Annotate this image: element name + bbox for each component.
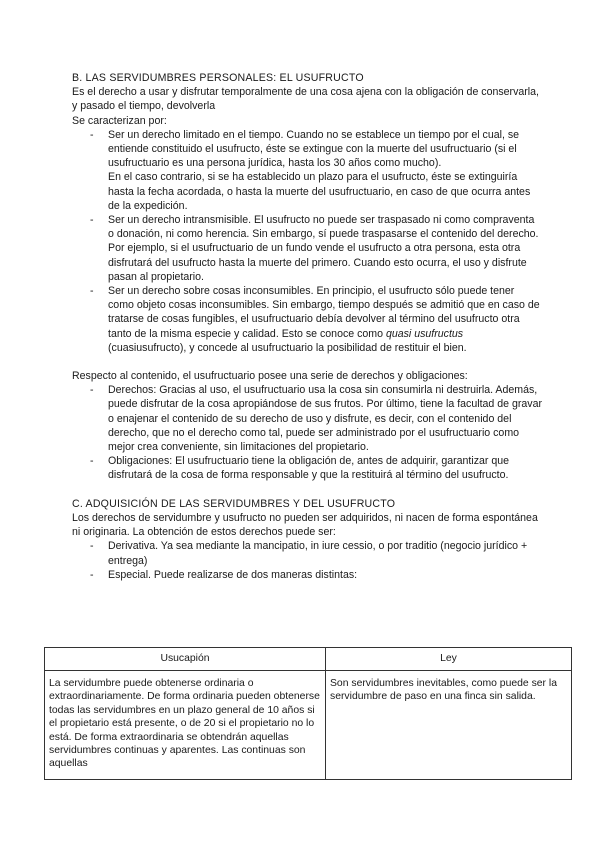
characteristic-time-limited-continuation: En el caso contrario, si se ha establecido un plazo para el usufructo, éste se extinguiría hasta la fecha acordada, o hasta la muerte del usufructuario, en caso de que ocurra antes de la expedición. bbox=[108, 171, 531, 212]
usufructo-definition: Es el derecho a usar y disfrutar temporalmente de una cosa ajena con la obligación de conservarla, y pasado el tiempo, devolverla bbox=[72, 86, 539, 113]
rights-obligations-list bbox=[72, 383, 542, 482]
list-item bbox=[72, 568, 542, 582]
table-row bbox=[45, 671, 572, 780]
characteristic-inconsumable-end: (cuasiusufructo), y concede al usufructuario la posibilidad de restituir el bien. bbox=[108, 341, 467, 354]
acquisition-intro: Los derechos de servidumbre y usufructo no pueden ser adquiridos, ni nacen de forma espontánea ni originaria. La obtención de estos derechos puede ser: bbox=[72, 511, 538, 539]
characteristics-list bbox=[72, 128, 542, 355]
characteristic-inconsumable: Ser un derecho sobre cosas inconsumibles. En principio, el usufructo sólo puede tener como objeto cosas inconsumibles. Sin embargo, tiempo después se admitió que en caso de tratarse de cosas fungibles, el usufructuario debía devolver al término del usufructo otra tanto de la misma especie y calidad. Esto se conoce como bbox=[108, 285, 540, 340]
spacer bbox=[72, 355, 542, 369]
list-item bbox=[72, 383, 542, 454]
characteristic-time-limited: Ser un derecho limitado en el tiempo. Cuando no se establece un tiempo por el cual, se entiende constituido el usufructo, éste se extingue con la muerte del usufructuario (si el usufructuario es una persona jurídica, hasta los 30 años como mucho). bbox=[108, 128, 520, 170]
table-header-ley: Ley bbox=[326, 648, 572, 671]
acquisition-list bbox=[72, 539, 542, 582]
list-item bbox=[72, 128, 542, 213]
table-header-usucapion: Usucapión bbox=[45, 648, 326, 671]
table-cell-usucapion: La servidumbre puede obtenerse ordinaria o extraordinariamente. De forma ordinaria pueden obtenerse todas las servidumbres en un plazo general de 10 años si el propietario está presente, o de 20 si el propietario no lo está. De forma extraordinaria se obtendrán aquellas servidumbres continuas y aparentes. Las continuas son aquellas bbox=[45, 671, 326, 780]
list-item bbox=[72, 539, 542, 567]
spacer bbox=[72, 483, 542, 497]
acquisition-table bbox=[44, 647, 572, 780]
acquisition-derivative: Derivativa. Ya sea mediante la mancipatio, in iure cessio, o por traditio (negocio jurídico + entrega) bbox=[108, 540, 528, 567]
quasi-usufructus-term: quasi usufructus bbox=[385, 327, 464, 340]
characteristics-intro: Se caracterizan por: bbox=[72, 114, 167, 127]
rights-item: Derechos: Gracias al uso, el usufructuario usa la cosa sin consumirla ni destruirla. Además, puede disfrutar de la cosa apropiándose de sus frutos. Por último, tiene la facultad de gravar o enajenar el contenido de su derecho de uso y disfrute, es decir, con el contenido del derecho, que no el derecho como tal, puede ser administrado por el usufructuario como mejor crea conveniente, sin limitaciones del propietario. bbox=[108, 384, 543, 454]
list-item bbox=[72, 454, 542, 482]
list-item bbox=[72, 213, 542, 284]
characteristic-intransmissible: Ser un derecho intransmisible. El usufructo no puede ser traspasado ni como compraventa o donación, ni como herencia. Sin embargo, sí puede traspasarse el contenido del derecho. Por ejemplo, si el usufructuario de un fundo vende el usufructo a otra persona, esta otra disfrutará del usufructo hasta la muerte del primero. Cuando esto ocurra, el uso y disfrute pasan al propietario. bbox=[108, 214, 539, 283]
list-item bbox=[72, 284, 542, 355]
acquisition-special: Especial. Puede realizarse de dos maneras distintas: bbox=[108, 568, 358, 581]
section-b-title: B. LAS SERVIDUMBRES PERSONALES: EL USUFRUCTO bbox=[72, 72, 364, 84]
table-cell-ley: Son servidumbres inevitables, como puede ser la servidumbre de paso en una finca sin salida. bbox=[326, 671, 572, 780]
content-intro: Respecto al contenido, el usufructuario posee una serie de derechos y obligaciones: bbox=[72, 370, 468, 383]
document-body bbox=[72, 71, 542, 582]
section-c-title: C. ADQUISICIÓN DE LAS SERVIDUMBRES Y DEL USUFRUCTO bbox=[72, 497, 396, 510]
table-header-row bbox=[45, 648, 572, 671]
obligations-item: Obligaciones: El usufructuario tiene la obligación de, antes de adquirir, garantizar que disfrutará de la cosa de forma responsable y que la restituirá al término del usufructo. bbox=[108, 455, 510, 482]
